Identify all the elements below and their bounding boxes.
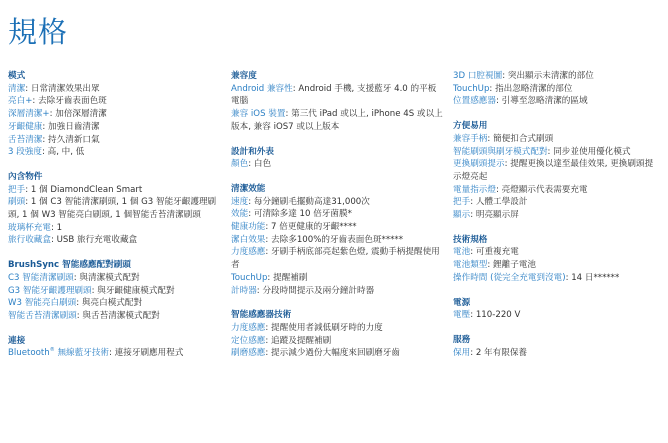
spec-separator: : [470, 197, 476, 208]
registered-mark: ® [49, 347, 55, 354]
spec-section [453, 334, 660, 359]
spec-key: 智能刷頭與刷牙模式配對 [453, 146, 548, 157]
spec-value: Android 手機, 支援藍牙 4.0 的平板電腦 [231, 83, 437, 107]
spec-line [231, 221, 443, 234]
spec-value: 明亮顯示屏 [475, 210, 519, 221]
spec-section [8, 259, 222, 323]
spec-line [453, 272, 660, 285]
spec-separator: : [504, 159, 511, 170]
spec-separator: : [265, 222, 272, 233]
spec-separator: : [73, 272, 80, 283]
spec-key: 保用 [453, 347, 471, 358]
spec-key-suffix: 無線藍牙技術 [54, 348, 110, 359]
spec-column-2 [231, 70, 443, 372]
spec-key: 力度感應 [231, 322, 266, 333]
spec-line [8, 83, 222, 96]
spec-column-3 [453, 70, 660, 371]
spec-key: 玻璃杯充電 [8, 222, 51, 233]
spec-line [231, 108, 443, 133]
spec-separator: : [50, 235, 57, 246]
spec-separator: : [248, 159, 254, 170]
spec-separator: : [265, 335, 272, 346]
spec-line [8, 285, 222, 298]
spec-key: 清潔 [8, 83, 26, 94]
spec-separator: : [565, 272, 572, 283]
spec-separator: : [76, 310, 83, 321]
spec-section [453, 70, 660, 108]
spec-key: 亮白+ [8, 96, 33, 107]
spec-separator: : [42, 134, 49, 145]
spec-value: 加強日齒清潔 [48, 121, 100, 132]
spec-value: 加倍深層清潔 [55, 109, 107, 120]
spec-value: USB 旅行充電收藏盒 [56, 235, 138, 246]
spec-line [231, 158, 443, 171]
section-heading: 兼容度 [231, 71, 257, 81]
spec-separator: : [470, 310, 476, 321]
spec-line [8, 134, 222, 147]
spec-key: 顯示 [453, 210, 471, 221]
spec-separator: : [502, 71, 508, 81]
spec-separator: : [267, 272, 274, 283]
spec-key: C3 智能清潔刷頭 [8, 272, 74, 283]
section-heading: 清潔效能 [231, 183, 266, 194]
spec-value: 提醒補刷 [273, 272, 308, 283]
spec-key: 顏色 [231, 159, 249, 170]
section-heading: 服務 [453, 334, 471, 345]
spec-section [231, 183, 443, 297]
spec-line [453, 158, 660, 183]
spec-key: 兼容手柄 [453, 133, 488, 144]
spec-value: 高, 中, 低 [47, 147, 85, 158]
spec-key: 3 段強度 [8, 147, 42, 158]
spec-separator: : [50, 222, 57, 233]
page-title: 規格 [8, 15, 69, 49]
spec-line [231, 196, 443, 209]
spec-key: 定位感應 [231, 335, 266, 346]
spec-separator: : [489, 83, 496, 94]
spec-value: 1 個 DiamondClean Smart [30, 184, 143, 195]
spec-value: 與舌苔清潔模式配對 [82, 310, 160, 321]
section-heading: 智能感應器技術 [231, 310, 292, 321]
spec-line [8, 272, 222, 285]
spec-line [8, 234, 222, 247]
spec-value: 突出顯示未清潔的部位 [507, 71, 594, 81]
spec-section [231, 146, 443, 171]
spec-separator: : [76, 298, 82, 309]
spec-separator: : [470, 247, 476, 258]
spec-separator: : [265, 348, 272, 359]
spec-key: 速度 [231, 196, 249, 207]
spec-separator: : [32, 96, 39, 107]
spec-key: 電池 [453, 247, 471, 258]
spec-line [8, 222, 222, 235]
spec-key: TouchUp [453, 83, 490, 94]
spec-separator: : [487, 260, 494, 271]
spec-key: 電壓 [453, 310, 471, 321]
spec-line [453, 83, 660, 96]
spec-value: 引導至忽略清潔的區域 [501, 96, 588, 107]
section-heading: 電源 [453, 297, 471, 308]
spec-key: 把手 [8, 184, 26, 195]
spec-value: 日常清潔效果出眾 [30, 83, 100, 94]
spec-section [231, 309, 443, 360]
spec-line [453, 347, 660, 360]
spec-key: 旅行收藏盒 [8, 235, 51, 246]
section-heading: BrushSync 智能感應配對刷頭 [8, 260, 131, 271]
spec-line [453, 309, 660, 322]
spec-key: 操作時間 (從完全充電到沒電) [453, 272, 566, 283]
spec-line [453, 196, 660, 209]
spec-value: 可清除多達 10 倍牙菌膜* [253, 209, 352, 220]
spec-value: 提醒更換以達至最佳效果, 更換刷頭提示燈亮起 [453, 159, 654, 182]
spec-value: 連接牙刷應用程式 [114, 348, 184, 359]
spec-value: 1 個 C3 智能清潔刷頭, 1 個 G3 智能牙齦護理刷頭, 1 個 W3 智能亮白刷頭, 1 個智能舌苔清潔刷頭 [8, 197, 217, 221]
spec-section [8, 171, 222, 247]
spec-line [8, 196, 222, 221]
spec-separator: : [248, 209, 254, 220]
spec-key: Bluetooth [8, 348, 50, 359]
spec-value: 人體工學設計 [475, 197, 528, 208]
section-heading: 模式 [8, 71, 26, 81]
spec-key: 潔白效果 [231, 234, 266, 245]
spec-value: 提醒使用者減低刷牙時的力度 [271, 322, 383, 333]
spec-separator: : [470, 210, 476, 221]
spec-key: 把手 [453, 197, 471, 208]
spec-value: 追蹤及提醒補刷 [271, 335, 332, 346]
spec-key: 電量指示燈 [453, 184, 496, 195]
spec-line [453, 133, 660, 146]
spec-value: 110-220 V [475, 310, 521, 321]
section-heading: 連接 [8, 335, 26, 346]
spec-value: 1 [56, 222, 63, 233]
section-heading: 設計和外表 [231, 146, 274, 157]
spec-separator: : [248, 196, 254, 207]
spec-separator: : [495, 96, 502, 107]
spec-value: 鋰離子電池 [493, 260, 537, 271]
section-heading: 技術規格 [453, 234, 488, 245]
spec-value: 2 年有限保養 [475, 347, 528, 358]
spec-separator: : [285, 109, 292, 120]
spec-value: 與清潔模式配對 [79, 272, 140, 283]
spec-value: 簡便扣合式刷頭 [493, 133, 554, 144]
spec-value: 與牙齦健康模式配對 [97, 285, 175, 296]
spec-separator: : [265, 247, 272, 258]
spec-line [8, 347, 222, 360]
spec-separator: : [487, 133, 494, 144]
section-heading: 方便易用 [453, 121, 488, 132]
spec-line [453, 246, 660, 259]
spec-value: 14 日****** [571, 272, 620, 283]
spec-section [8, 335, 222, 360]
spec-key: TouchUp [231, 272, 268, 283]
spec-separator: : [25, 184, 31, 195]
spec-separator: : [495, 184, 502, 195]
spec-line [231, 272, 443, 285]
spec-separator: : [470, 347, 476, 358]
spec-value: 第三代 iPad 或以上, iPhone 4S 或以上版本, 兼容 iOS7 或以上版本 [231, 109, 443, 132]
spec-line [8, 310, 222, 323]
spec-separator: : [25, 83, 31, 94]
spec-value: 同步並使用優化模式 [553, 146, 631, 157]
spec-key: 深層清潔+ [8, 109, 50, 120]
spec-line [453, 95, 660, 108]
spec-section [453, 120, 660, 222]
spec-line [231, 234, 443, 247]
spec-value: 每分鐘刷毛擺動高達31,000次 [253, 196, 370, 207]
spec-section [453, 297, 660, 322]
spec-line [8, 297, 222, 310]
spec-column-1 [8, 70, 222, 372]
spec-line [231, 83, 443, 108]
spec-separator: : [265, 322, 272, 333]
spec-value: 去除牙齒表面色斑 [38, 96, 107, 107]
spec-separator: : [547, 146, 554, 157]
spec-key: 健康功能 [231, 222, 266, 233]
spec-key: 刷頭 [8, 197, 26, 208]
spec-key: Android 兼容性 [231, 83, 293, 94]
spec-key: 電池類型 [453, 260, 488, 271]
spec-section [8, 70, 222, 159]
spec-key: 位置感應器 [453, 96, 496, 107]
spec-value: 提示減少過份大幅度來回刷磨牙齒 [271, 348, 400, 359]
spec-line [453, 146, 660, 159]
spec-separator: : [41, 147, 48, 158]
spec-key: 更換刷頭提示 [453, 159, 505, 170]
spec-line [453, 209, 660, 222]
spec-key: 計時器 [231, 285, 257, 296]
spec-separator: : [49, 109, 56, 120]
spec-separator: : [265, 234, 272, 245]
spec-line [231, 208, 443, 221]
spec-separator: : [109, 348, 115, 359]
spec-key: 3D 口腔視圖 [453, 71, 503, 81]
spec-separator: : [25, 197, 31, 208]
spec-value: 白色 [253, 159, 272, 170]
spec-line [231, 322, 443, 335]
spec-key: 力度感應 [231, 247, 266, 258]
spec-line [8, 121, 222, 134]
spec-line [453, 184, 660, 197]
spec-line [8, 108, 222, 121]
spec-line [453, 259, 660, 272]
spec-value: 去除多100%的牙齒表面色斑***** [271, 234, 404, 245]
spec-key: G3 智能牙齦護理刷頭 [8, 285, 92, 296]
spec-key: W3 智能亮白刷頭 [8, 298, 77, 309]
spec-value: 7 倍更健康的牙齦**** [271, 222, 357, 233]
spec-separator: : [256, 285, 263, 296]
spec-key: 牙齦健康 [8, 121, 43, 132]
spec-line [231, 246, 443, 271]
spec-key: 刷磨感應 [231, 348, 266, 359]
spec-section [231, 70, 443, 134]
spec-value: 與亮白模式配對 [81, 298, 143, 309]
spec-line [8, 95, 222, 108]
spec-line [8, 184, 222, 197]
spec-separator: : [42, 121, 49, 132]
spec-value: 亮燈顯示代表需要充電 [501, 184, 588, 195]
spec-key: 舌苔清潔 [8, 134, 43, 145]
spec-separator: : [292, 83, 299, 94]
spec-section [453, 234, 660, 285]
spec-line [8, 146, 222, 159]
spec-value: 持久清新口氣 [48, 134, 100, 145]
spec-value: 牙刷手柄底部亮起紫色燈, 震動手柄提醒使用者 [231, 247, 440, 271]
spec-value: 指出忽略清潔的部位 [495, 83, 573, 94]
section-heading: 內含物件 [8, 171, 43, 182]
spec-separator: : [91, 285, 98, 296]
spec-line [231, 347, 443, 360]
spec-key: 兼容 iOS 裝置 [231, 109, 286, 120]
spec-line [231, 335, 443, 348]
spec-key: 智能舌苔清潔刷頭 [8, 310, 77, 321]
spec-value: 可重複充電 [475, 247, 519, 258]
spec-line [231, 285, 443, 298]
spec-key: 效能 [231, 209, 249, 220]
spec-line [453, 70, 660, 83]
spec-value: 分段時間提示及兩分鐘計時器 [262, 285, 375, 296]
